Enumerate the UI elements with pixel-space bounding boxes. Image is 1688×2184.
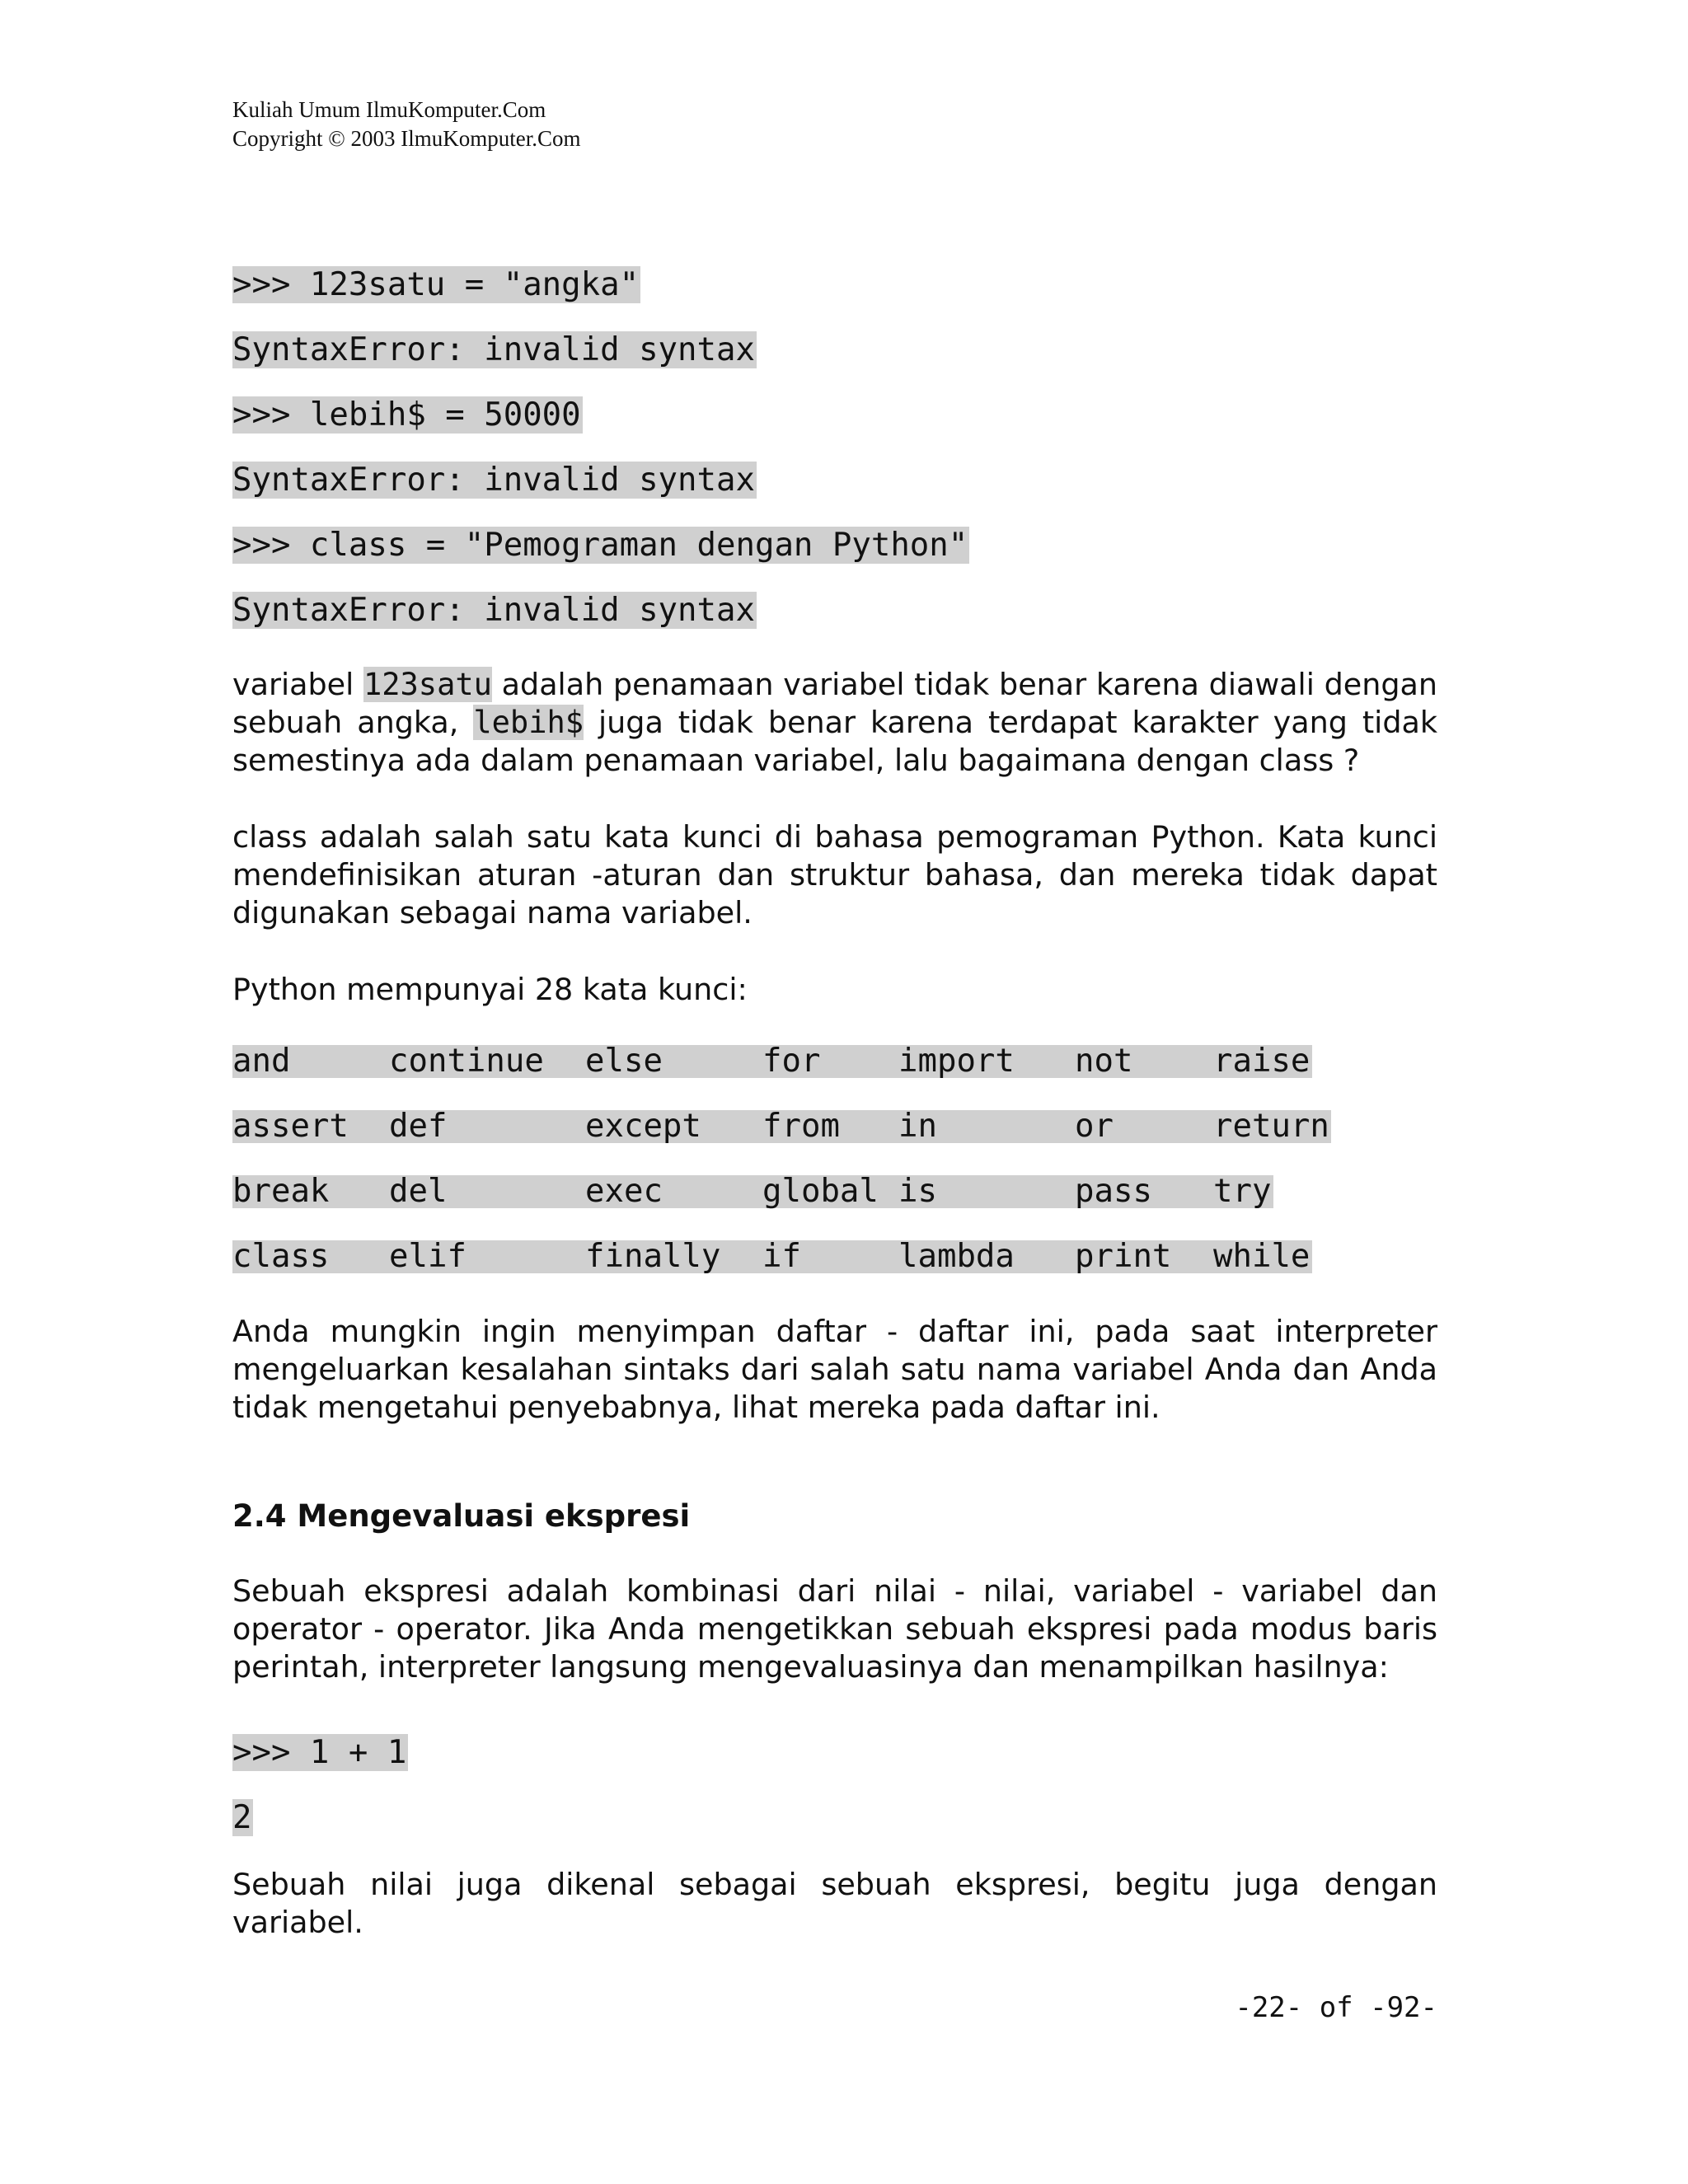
code-line — [232, 463, 757, 498]
keyword: from — [762, 1108, 840, 1145]
text: adalah penamaan variabel tidak benar karena diawali dengan sebuah angka, — [232, 667, 1437, 740]
page-number: -22- of -92- — [1235, 1991, 1437, 2024]
code-text: >>> 1 + 1 — [232, 1734, 407, 1771]
keyword: else — [585, 1043, 663, 1080]
keyword: continue — [389, 1043, 544, 1080]
paragraph-expression: Sebuah ekspresi adalah kombinasi dari nilai - nilai, variabel - variabel dan operator - operator. Jika Anda mengetikkan sebuah ekspresi pada modus baris perintah, interpreter langsung mengevaluasinya dan menampilkan hasilnya: — [232, 1573, 1437, 1685]
keyword: in — [898, 1108, 937, 1145]
keyword: for — [762, 1043, 821, 1080]
code-line — [232, 333, 757, 368]
keyword: assert — [232, 1108, 349, 1145]
page-header — [232, 96, 581, 153]
keyword: del — [389, 1173, 448, 1210]
code-text: >>> 123satu = "angka" — [232, 266, 640, 303]
keyword: def — [389, 1108, 448, 1145]
inline-code: 123satu — [363, 667, 492, 702]
paragraph-keyword-advice: Anda mungkin ingin menyimpan daftar - daftar ini, pada saat interpreter mengeluarkan kesalahan sintaks dari salah satu nama variabel Anda dan Anda tidak mengetahui penyebabnya, lihat mereka pada daftar ini. — [232, 1314, 1437, 1425]
code-text: SyntaxError: invalid syntax — [232, 592, 755, 629]
text: variabel — [232, 667, 363, 702]
keyword: finally — [585, 1238, 721, 1275]
header-line-2: Copyright © 2003 IlmuKomputer.Com — [232, 126, 581, 151]
paragraph-keyword-count: Python mempunyai 28 kata kunci: — [232, 972, 748, 1007]
keyword: while — [1213, 1238, 1311, 1275]
inline-code: lebih$ — [473, 705, 584, 740]
header-line-1: Kuliah Umum IlmuKomputer.Com — [232, 97, 546, 122]
code-line — [232, 1736, 408, 1770]
keyword: return — [1213, 1108, 1329, 1145]
code-text: >>> class = "Pemograman dengan Python" — [232, 527, 968, 564]
keyword: try — [1213, 1173, 1272, 1210]
keyword: break — [232, 1173, 330, 1210]
paragraph-value-expression: Sebuah nilai juga dikenal sebagai sebuah ekspresi, begitu juga dengan variabel. — [232, 1867, 1437, 1940]
keyword: lambda — [898, 1238, 1015, 1275]
section-heading: 2.4 Mengevaluasi ekspresi — [232, 1498, 691, 1534]
paragraph-variable-naming — [232, 666, 1437, 780]
keyword: and — [232, 1043, 291, 1080]
keyword: exec — [585, 1173, 663, 1210]
keyword: class — [232, 1238, 330, 1275]
code-line — [232, 528, 969, 563]
code-text: SyntaxError: invalid syntax — [232, 462, 755, 499]
code-text: >>> lebih$ = 50000 — [232, 396, 581, 434]
keyword: pass — [1075, 1173, 1152, 1210]
keyword: if — [762, 1238, 801, 1275]
keyword: print — [1075, 1238, 1172, 1275]
code-text: SyntaxError: invalid syntax — [232, 331, 755, 368]
keyword: not — [1075, 1043, 1133, 1080]
keyword: except — [585, 1108, 701, 1145]
paragraph-class-keyword: class adalah salah satu kata kunci di bahasa pemograman Python. Kata kunci mendefinisikan aturan -aturan dan struktur bahasa, dan mereka tidak dapat digunakan sebagai nama variabel. — [232, 819, 1437, 930]
code-line — [232, 593, 757, 628]
code-text: 2 — [232, 1799, 252, 1836]
keyword: is — [898, 1173, 937, 1210]
keyword: elif — [389, 1238, 467, 1275]
keyword: raise — [1213, 1043, 1311, 1080]
keyword: import — [898, 1043, 1015, 1080]
keyword: global — [762, 1173, 879, 1210]
code-line — [232, 398, 583, 433]
code-line — [232, 1801, 253, 1835]
code-line — [232, 268, 640, 302]
text: juga tidak benar karena terdapat karakter yang tidak semestinya ada dalam penamaan variabel, lalu bagaimana dengan class ? — [232, 705, 1437, 778]
keyword: or — [1075, 1108, 1114, 1145]
